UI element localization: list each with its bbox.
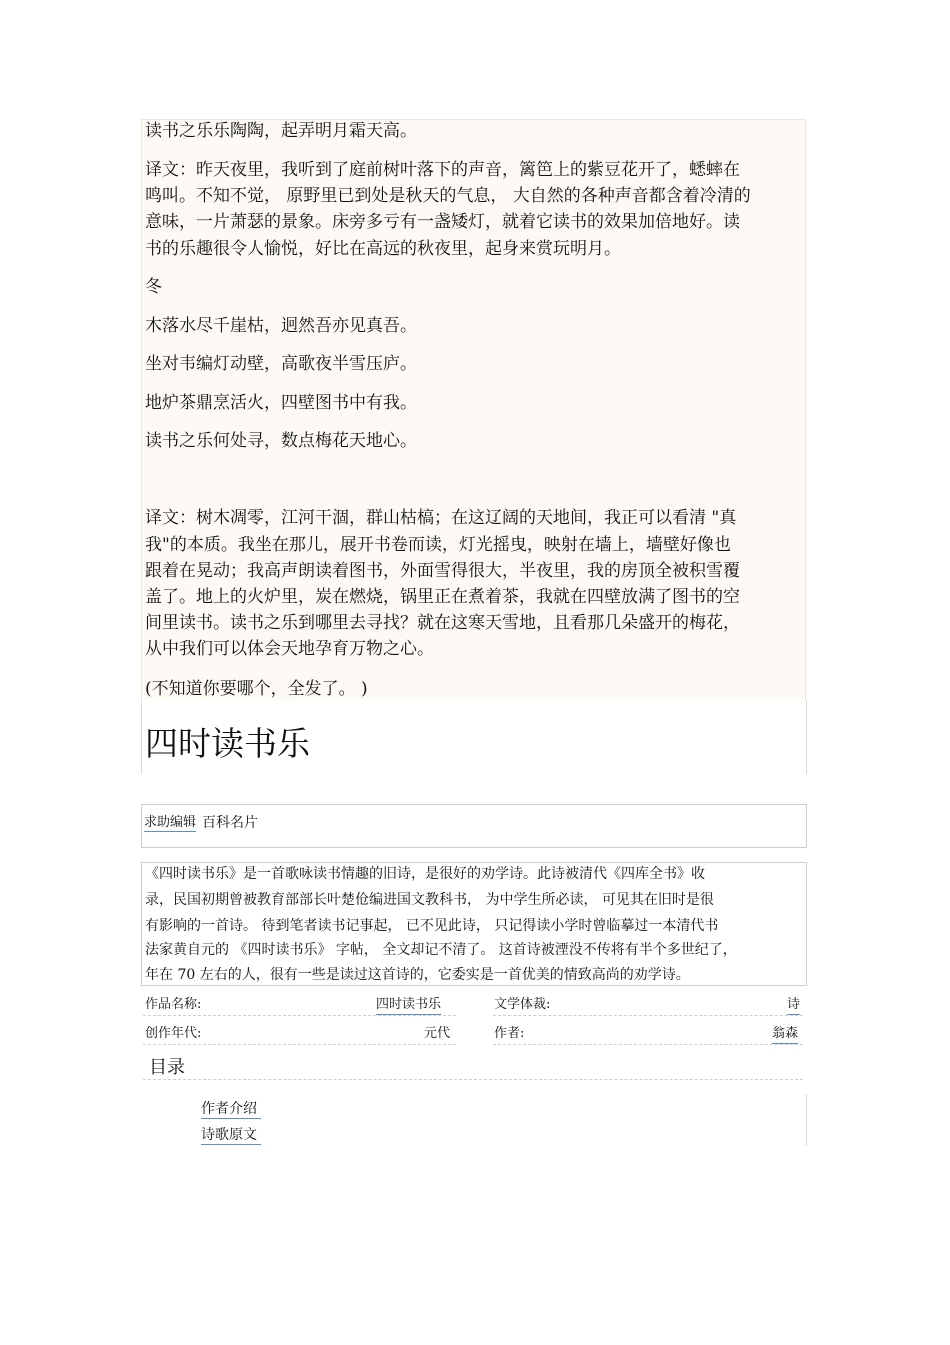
- intro-line: 年在 70 左右的人，很有一些是读过这首诗的，它委实是一首优美的情致高尚的劝学诗。: [145, 967, 690, 983]
- author-label: 作者:: [494, 1026, 525, 1041]
- translation-line: 我"的本质。我坐在那儿，展开书卷而读，灯光摇曳，映射在墙上，墙壁好像也: [145, 535, 731, 555]
- divider: [493, 1015, 803, 1016]
- genre-label: 文学体裁:: [494, 997, 551, 1012]
- translation-line: 跟着在晃动；我高声朗读着图书，外面雪得很大，半夜里，我的房顶全被积雪覆: [145, 561, 740, 581]
- author-value[interactable]: 翁森: [772, 1025, 798, 1044]
- translation-line: 译文：树木凋零，江河干涸，群山枯槁；在这辽阔的天地间，我正可以看清 "真: [145, 508, 737, 528]
- toc-item-poem-text[interactable]: 诗歌原文: [201, 1126, 261, 1145]
- translation-line: 盖了。地上的火炉里，炭在燃烧，锅里正在煮着茶，我就在四壁放满了图书的空: [145, 587, 740, 607]
- help-edit-link[interactable]: 求助编辑: [144, 815, 197, 830]
- divider: [493, 1044, 803, 1045]
- translation-line: 书的乐趣很令人愉悦，好比在高远的秋夜里，起身来赏玩明月。: [145, 239, 621, 259]
- toc-title: 目录: [149, 1057, 185, 1078]
- toc-item-author-intro[interactable]: 作者介绍: [201, 1100, 261, 1119]
- divider: [143, 1015, 456, 1016]
- translation-line: 间里读书。读书之乐到哪里去寻找？就在这寒天雪地，且看那几朵盛开的梅花，: [145, 613, 740, 633]
- poem-line: 地炉茶鼎烹活火，四壁图书中有我。: [145, 393, 417, 413]
- season-heading: 冬: [145, 277, 162, 297]
- toc-border: [806, 1094, 807, 1146]
- intro-line: 《四时读书乐》是一首歌咏读书情趣的旧诗，是很好的劝学诗。此诗被清代《四库全书》收: [145, 866, 705, 882]
- poem-line: 读书之乐何处寻，数点梅花天地心。: [145, 431, 417, 451]
- work-name-label: 作品名称:: [145, 997, 202, 1012]
- genre-value[interactable]: 诗: [787, 996, 800, 1015]
- work-name-value[interactable]: 四时读书乐: [376, 996, 441, 1015]
- intro-line: 法家黄自元的 《四时读书乐》 字帖， 全文却记不清了。 这首诗被湮没不传将有半个多世纪了，: [145, 942, 737, 958]
- intro-line: 有影响的一首诗。 待到笔者读书记事起， 已不见此诗， 只记得读小学时曾临摹过一本清代书: [145, 918, 719, 934]
- translation-line: 意味，一片萧瑟的景象。床旁多亏有一盏矮灯，就着它读书的效果加倍地好。读: [145, 212, 740, 232]
- translation-line: 鸣叫。不知不觉， 原野里已到处是秋天的气息， 大自然的各种声音都含着冷清的: [145, 186, 751, 206]
- closing-note: (不知道你要哪个，全发了。 ): [145, 679, 368, 699]
- era-value: 元代: [424, 1026, 451, 1041]
- poem-line: 读书之乐乐陶陶，起弄明月霜天高。: [145, 121, 417, 141]
- poem-line: 木落水尽千崖枯，迥然吾亦见真吾。: [145, 316, 417, 336]
- card-label: 百科名片: [202, 815, 258, 831]
- translation-line: 从中我们可以体会天地孕育万物之心。: [145, 639, 434, 659]
- divider: [143, 1079, 803, 1080]
- intro-line: 录，民国初期曾被教育部部长叶楚伧编进国文教科书， 为中学生所必读， 可见其在旧时是很: [145, 892, 714, 908]
- divider: [143, 1044, 456, 1045]
- era-label: 创作年代:: [145, 1026, 202, 1041]
- page-title: 四时读书乐: [145, 724, 310, 763]
- poem-line: 坐对韦编灯动壁，高歌夜半雪压庐。: [145, 354, 417, 374]
- translation-line: 译文：昨天夜里，我听到了庭前树叶落下的声音，篱笆上的紫豆花开了，蟋蟀在: [145, 160, 740, 180]
